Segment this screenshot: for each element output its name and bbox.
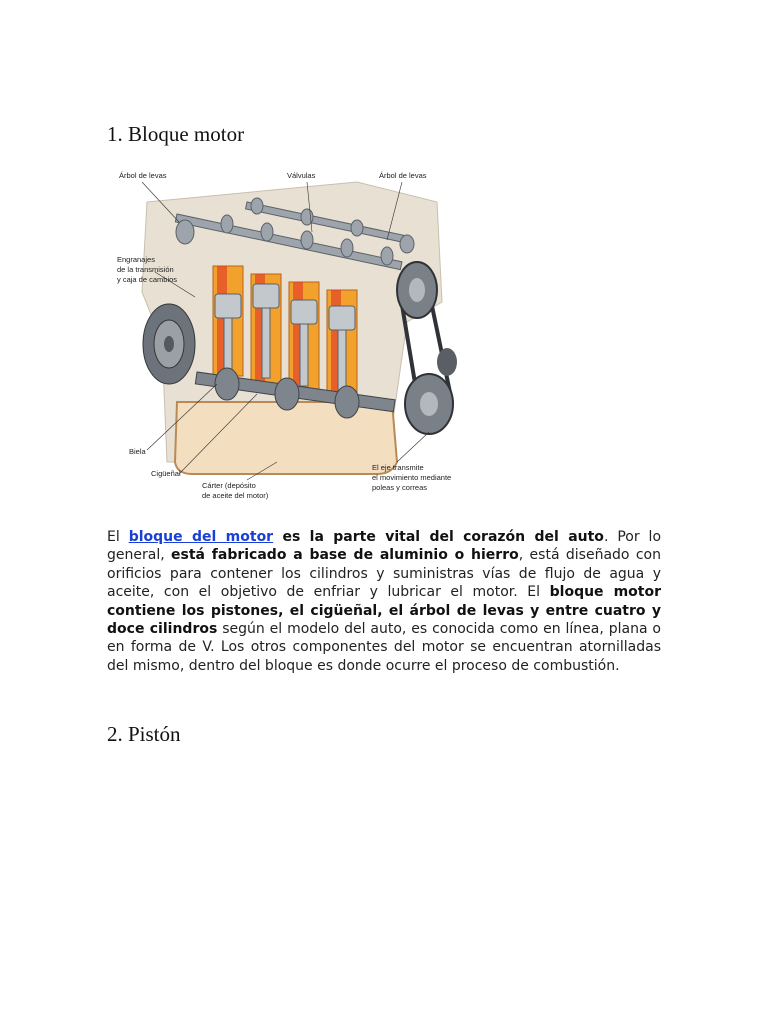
label-rod: Biela bbox=[129, 447, 146, 456]
label-gears-3: y caja de cambios bbox=[117, 275, 178, 284]
engine-block-paragraph bbox=[107, 528, 661, 675]
text-segment: , está diseñado con orificios para contener los cilindros y suministras vías de flujo de agua y aceite, con el objetivo de enfriar y lubricar el motor. El bbox=[107, 547, 661, 601]
label-axle-3: poleas y correas bbox=[372, 483, 428, 492]
label-sump-2: de aceite del motor) bbox=[202, 491, 269, 500]
section-heading-bloque-motor: 1. Bloque motor bbox=[107, 122, 245, 146]
label-gears-2: de la transmisión bbox=[117, 265, 174, 274]
label-axle-2: el movimiento mediante bbox=[372, 473, 452, 482]
bold-segment: es la parte vital del corazón del auto bbox=[273, 529, 604, 545]
text-segment: según el modelo del auto, es conocida como en línea, plana o en forma de V. Los otros componentes del motor se encuentran atornilladas del mismo, dentro del bloque es donde ocurre el proceso de combustión. bbox=[107, 621, 661, 674]
label-crankshaft: Cigüeñal bbox=[151, 469, 181, 478]
text-segment: El bbox=[107, 529, 129, 545]
section-heading-piston: 2. Pistón bbox=[107, 722, 181, 746]
label-axle-1: El eje transmite bbox=[372, 463, 424, 472]
link-bloque-del-motor[interactable]: bloque del motor bbox=[128, 529, 274, 545]
text-segment: . Por lo general, bbox=[107, 529, 662, 564]
engine-block-diagram bbox=[107, 162, 483, 504]
label-valves: Válvulas bbox=[287, 171, 316, 180]
label-camshaft-left: Árbol de levas bbox=[119, 171, 167, 180]
bold-segment: bloque motor contiene los pistones, el cigüeñal, el árbol de levas y entre cuatro y doce cilindros bbox=[107, 584, 661, 638]
label-gears-1: Engranajes bbox=[117, 255, 155, 264]
label-camshaft-right: Árbol de levas bbox=[379, 171, 427, 180]
bold-segment: está fabricado a base de aluminio o hierro bbox=[171, 547, 519, 564]
label-sump-1: Cárter (depósito bbox=[202, 481, 256, 490]
